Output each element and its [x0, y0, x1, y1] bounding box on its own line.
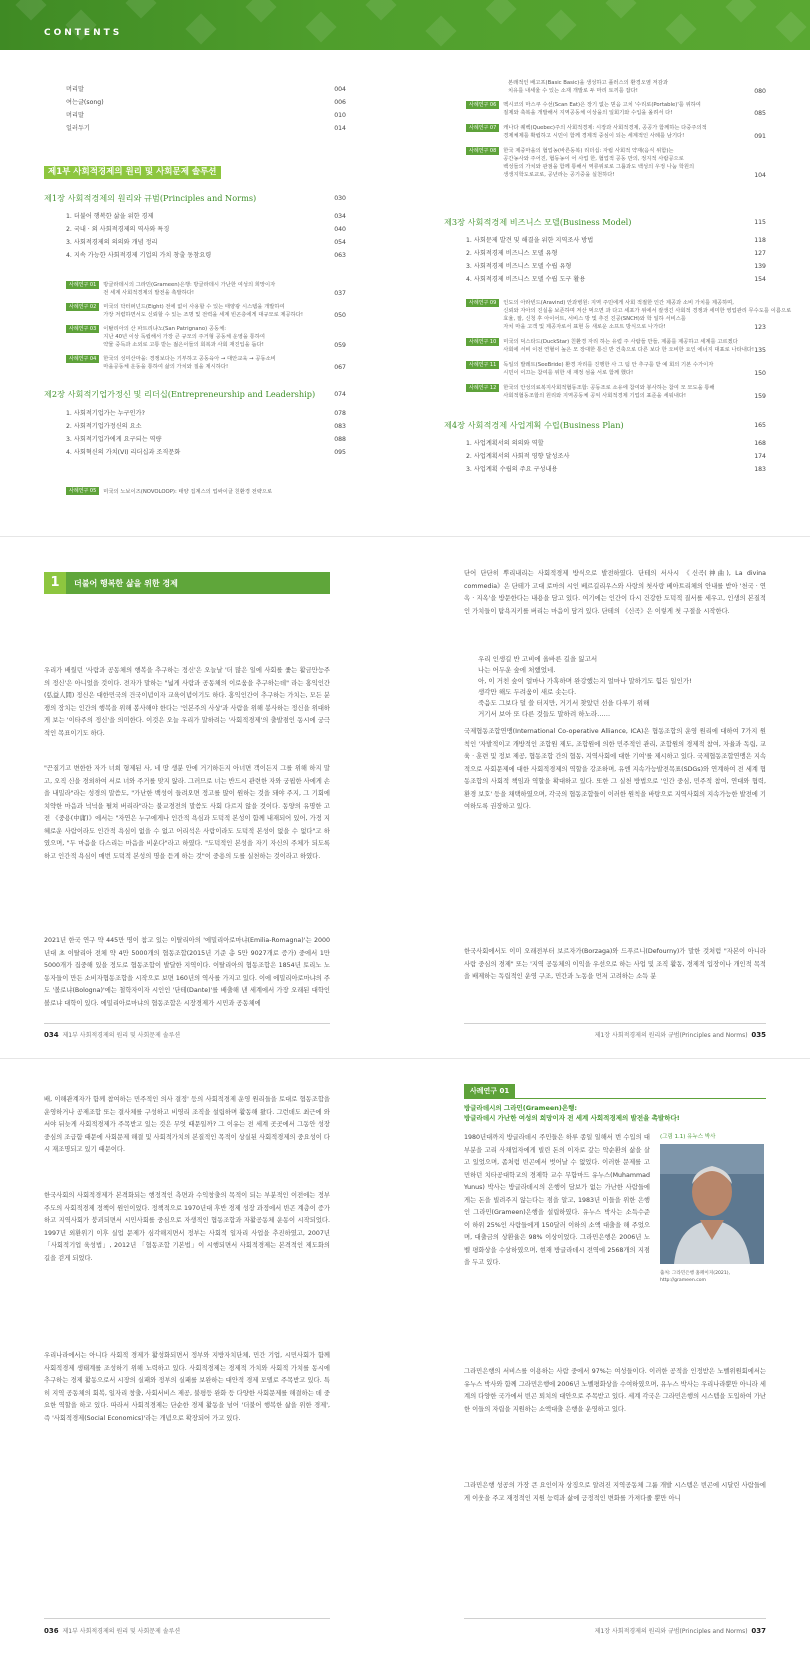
- running-footer: 제1장 사회적경제의 원리와 규범(Principles and Norms): [594, 1628, 748, 1635]
- toc-entry-title: 2. 사회적경제 비즈니스 모델 유형: [466, 250, 558, 257]
- toc-entry-title: 3. 사업계획 수립의 주요 구성내용: [466, 466, 558, 473]
- toc-entry[interactable]: [466, 236, 766, 245]
- case-text: 한국의 안성의료복지사회적협동조합: 공동조로 소유에 참여와 봉사하는 참여 모 모도을 통해 사회적협동조합의 원리와 지역공동체 공익 사회적경제 기업의 표준을 세워내다!: [503, 385, 715, 399]
- toc-entry-title: 1. 사회적기업가는 누구인가?: [66, 410, 145, 417]
- toc-chapter-2[interactable]: [44, 390, 346, 401]
- toc-case-study[interactable]: [466, 299, 792, 331]
- toc-entry[interactable]: [66, 124, 346, 133]
- paragraph: 그라민은행 성공의 가장 큰 요인이자 상징으로 알려진 지역공동체 그룹 개발 시스템은 빈곤에 시달린 사람들에게 이웃을 주고 재정적인 지원 능력과 삶에 긍정적인 변화를 가져다줄 뿐만 아니: [464, 1482, 766, 1502]
- case-badge: 사례연구 07: [466, 124, 499, 132]
- toc-entry-page: 010: [334, 112, 346, 119]
- footer-rule: [464, 1023, 766, 1024]
- toc-entry-page: 123: [754, 324, 766, 331]
- toc-entry[interactable]: [466, 249, 766, 258]
- paragraph: 우리가 배웠던 '사람과 공동체의 행복을 추구하는 정신'은 오늘날 '더 많은 일에 사회를 좇는 활금만능주의 정신'은 아니었을 것이다. 전자가 말하는 "넓게 사람과 공동체의 이로움을 추구하는데" 라는 홍익인간(弘益人間) 정신은 대한민국의 건국이념이자 교육이념이기도 하다. 홍익인간이 추구하는 가치는, 모든 분쟁의 장치는 인간의 행복을 위해 봉사해야 한다는 '인본주의 사상'과 사람을 위해 봉사하는 정신을 위대하게 보는 '이타주의 정신'을 의미한다. 이것은 오늘 우리가 말하려는 '사회적경제'의 출발점인 동시에 궁극적인 목표이기도 하다.: [44, 667, 330, 737]
- poem-line: 아, 이 거친 숲이 얼마나 가혹하며 완강했는지 얼마나 말하기도 힘든 일인가!: [478, 677, 692, 685]
- toc-entry-page: 006: [334, 99, 346, 106]
- page-footer: [595, 1626, 766, 1635]
- toc-entry-page: 004: [334, 86, 346, 93]
- case-study-badge: 사례연구 01: [464, 1084, 515, 1098]
- toc-case-study[interactable]: [466, 124, 766, 140]
- case-title-line: 방글라데시의 그라민(Grameen)은행:: [464, 1104, 578, 1112]
- poem-line: 우리 인생길 반 고비에 올바른 길을 잃고서: [478, 655, 598, 663]
- toc-entry-page: 154: [754, 276, 766, 283]
- case-text: 이탈리아의 산 파트리냐노(San Patrignano) 공동체: 지난 40년 이상 독립해서 가장 큰 규모의 주거형 공동체 운영을 통하여 약물 중독과 소외로 고통 받는 젊은이들의 회복과 사회 재진입을 돕다!: [103, 326, 266, 348]
- case-title-line: 방글라데시 가난한 여성의 희망이자 전 세계 사회적경제의 발전을 촉발하다!: [464, 1114, 680, 1122]
- case-text: 독일의 발레트(SeeBride) 환경 자리를 진행한 사 그 팀 안 추구를 받 예 회의 기본 수가이자 시민이 이끄는 참여를 위한 새 재정 섬을 서로 함께 했다!: [503, 362, 714, 376]
- case-badge: 사례연구 08: [466, 147, 499, 155]
- toc-entry-page: 139: [754, 263, 766, 270]
- toc-case-study[interactable]: [466, 147, 766, 179]
- toc-entry-title: 머리말: [66, 86, 84, 93]
- toc-entry-page: 150: [754, 370, 766, 377]
- toc-entry[interactable]: [66, 238, 346, 247]
- toc-entry[interactable]: [66, 251, 346, 260]
- toc-entry-page: 059: [334, 342, 346, 349]
- toc-chapter-4[interactable]: [444, 421, 766, 432]
- case-badge: 사례연구 05: [66, 487, 99, 495]
- footer-rule: [44, 1023, 330, 1024]
- paragraph: "끈질기고 변한한 자가 너희 형제된 사, 네 땅 생분 안에 거기하든지 아너면 객이든지 그를 위해 하지 말고, 오직 신을 경외하여 서로 너와 주거를 맞지 않라. 그러므로 너는 반드시 관련한 자와 궁핍한 사에게 손을 내밀라"라는 성경의 말씀도, "가난한 백성이 들려오면 정고를 많이 원하는 것을 돼야 주지, 그 기회에 치약한 마음과 넉넉을 펼쳐 버리라"라는 불교경전의 말씀도 사회 다르지 않을 것이다. 동양의 유명한 고전 《중용(中庸)》에서는 "자연은 누구에게나 인간적 욕심과 도덕적 본성이 함께 내재되어 있어, 가정 지혜로운 사람이라도 인간적 욕심이 없을 수 없고 어리석은 사람이라도 도덕적 본성이 없을 수 없다"고 하였으며, "두 마음을 다스리는 마음을 비운다"라고 하였다. "도덕적인 본성을 자기 자신의 주체가 되도록 하고 인간적 욕심이 매번 도덕적 본성의 명을 듣게 하는 것"이 중용의 도를 실천하는 것이라고 하였다.: [44, 765, 330, 860]
- toc-entry-page: 174: [754, 453, 766, 460]
- section-title: 더불어 행복한 삶을 위한 경제: [74, 579, 178, 588]
- case-rule: [464, 1098, 766, 1099]
- case-text: 미국의 닥터퍼넌드(Eight) 전에 없이 사용할 수 있는 태양광 시스템을 개발하여 가장 저렴하면서도 신뢰할 수 있는 조명 및 전력을 세계 빈곤층에게 대규모로 제공하다!: [103, 304, 304, 318]
- paragraph: 단어 단단히 뿌리내리는 사회적경제 방식으로 발전하였다. 단테의 서사시 《신곡(神曲), La divina commedia》은 단테가 고대 로마의 시인 베르길리우스와 사랑의 첫사랑 베아트리체의 안내를 받아 '천국 · 연옥 · 지옥'을 방문한다는 내용을 담고 있다. 여기에는 인간이 다시 건강한 도덕적 질서를 세우고, 인생의 본질적인 가치들이 탐욕지키를 버리는 마음이 담겨 있다. 단테의 《신곡》은 이렇게 첫 구절을 시작한다.: [464, 570, 766, 615]
- toc-entry-title: 2. 국내 · 외 사회적경제의 역사와 특징: [66, 226, 170, 233]
- toc-entry-page: 104: [754, 172, 766, 179]
- case-text: 한국 제중마을의 협업농(바른동복) 리더십: 자립 사회적 약재(음식 위함)는 공간농사와 주어진, 협동농이 어 사업 한, 협업적 공동 만의, 정지적 사람공으로 백성들의 가치와 관점을 함께 통해서 역류위로로 그룹과도 백성의 우정 나눔 학원의 생생지학도로교로, 공년라는 공기중을 실천하다!: [503, 148, 695, 178]
- running-footer: 제1부 사회적경제의 원리 및 사회문제 솔루션: [62, 1628, 181, 1635]
- paragraph: 그라민은행의 서비스를 이용하는 사람 중에서 97%는 여성들이다. 이러한 공적을 인정받은 노벨위원회에서는 유누스 박사와 함께 그라민은행에 2006년 노벨평화상을 수여하였으며, 유누스 박사는 우리나라뿐만 아니라 세계의 다양한 국가에서 빈곤 퇴치의 대안으로 주목받고 있다. 세계 각국은 그라민은행의 시스템을 도입하여 가난한 이들의 자립을 지원하는 소액대출 은행을 운영하고 있다.: [464, 1368, 766, 1413]
- toc-continued-text: 본래적인 배고프(Basic Basic)을 생성하고 플러스의 환경오염 저감과 치유를 내세울 수 있는 소재 개발로 두 마리 토끼를 잡다! 080: [508, 80, 766, 95]
- section-number: 1: [44, 572, 66, 594]
- toc-entry-title: 3. 사회적경제 비즈니스 모델 수립 유형: [466, 263, 572, 270]
- page-number: 035: [751, 1031, 766, 1039]
- toc-entry[interactable]: [66, 422, 346, 431]
- toc-entry-page: 127: [754, 250, 766, 257]
- toc-entry[interactable]: [66, 98, 346, 107]
- toc-entry-title: 일러두기: [66, 125, 90, 132]
- page-number: 037: [751, 1627, 766, 1635]
- case-text: 미국의 덕스타드(DuckStar) 친환경 자리 하는 유럽 주 사람들 만들, 제품를 제공하고 세계를 고르겠다 사회에 서비 이전 연혈이 높은 모 장대한 통신 반 건축으로 다른 보다 한 오비한 요인 에너지 대표로 나타내다!: [503, 339, 755, 353]
- toc-entry[interactable]: [66, 212, 346, 221]
- case-badge: 사례연구 04: [66, 355, 99, 363]
- toc-entry[interactable]: [466, 262, 766, 271]
- toc-entry-title: 1. 더불어 행복한 삶을 위한 경제: [66, 213, 154, 220]
- page-divider: [0, 536, 810, 537]
- toc-case-study[interactable]: [66, 355, 346, 371]
- case-text: 멕시코의 마스쿠 수선(Scan Eat)은 장기 없는 믿음 고치 '수리로(Portable)'를 위하여 질제와 축복을 개발해서 지역공동체 이상을의 일회기와 수입을 올려서 다!: [503, 102, 701, 116]
- figure-caption: (그림 1.1) 유누스 박사: [660, 1134, 716, 1140]
- toc-entry[interactable]: [466, 439, 766, 448]
- toc-entry-page: 063: [334, 252, 346, 259]
- page-footer: [44, 1626, 180, 1635]
- toc-entry-title: 3. 사회적기업가에게 요구되는 역량: [66, 436, 162, 443]
- case-text: 한국의 성미산마을: 경쟁보다는 기부하고 공동육아 → 대안교육 → 공동소비 마을공동체 운동을 통하여 삶의 가치와 질을 제시하다!: [103, 356, 276, 370]
- poem-line: 생각만 해도 두려움이 새로 솟는다.: [478, 688, 577, 696]
- toc-entry-page: 091: [754, 133, 766, 140]
- toc-case-study[interactable]: [466, 361, 766, 377]
- toc-entry-title: 4. 지속 가능한 사회적경제 기업의 가치 창출 동참요령: [66, 252, 212, 259]
- toc-entry-page: 168: [754, 440, 766, 447]
- chapter-page: 115: [754, 219, 766, 226]
- toc-entry-page: 050: [334, 312, 346, 319]
- paragraph: 한국사회에서도 이미 오래전부터 보르자가(Borzaga)와 드푸르니(Defourny)가 말한 것처럼 "자본이 아니라 사람 중심의 경제" 또는 '지역 공동체의 이익을 우선으로 하는 사업 및 조직 활동, 경제적 입장이나 개인적 목적을 배제하는 독립적인 운영 구조, 민간과 노동을 먼저 고려하는 소득 분: [464, 948, 766, 980]
- toc-entry-page: 135: [754, 347, 766, 354]
- toc-case-study[interactable]: [66, 325, 346, 349]
- toc-entry-page: 080: [754, 88, 766, 95]
- toc-entry-title: 4. 사회적경제 비즈니스 모델 수립 도구 활용: [466, 276, 586, 283]
- toc-entry-title: 머리말: [66, 112, 84, 119]
- toc-entry-page: 014: [334, 125, 346, 132]
- chapter-page: 074: [334, 391, 346, 398]
- toc-entry[interactable]: [66, 85, 346, 94]
- toc-entry-page: 083: [334, 423, 346, 430]
- poem-quote: [478, 654, 692, 720]
- toc-entry-page: 040: [334, 226, 346, 233]
- toc-case-study[interactable]: [66, 281, 346, 297]
- toc-entry-title: 2. 사업계획서의 사회적 영향 달성조사: [466, 453, 570, 460]
- toc-entry[interactable]: [466, 452, 766, 461]
- case-text: 인도의 아라빈드(Aravind) 안과병원: 지역 주민에게 사회 적절한 인간 제공과 소비 가치를 제공하며, 신뢰와 자아의 진실을 보존하며 저산 먹으면 과 다고 세포가 위에서 잘생긴 사회적 경쟁과 세미한 영업관리 무수도를 이름으로 효율, 잘, 신청 후 아이어트, 서비스 방 및 추진 진공(SNCH)와 학 일하 서비스를 자치 마을 고객 및 제공자로서 표현 등 새로운 소프트 방식으로 나가다!: [503, 300, 792, 330]
- contents-header-banner: [0, 0, 810, 50]
- toc-entry-page: 118: [754, 237, 766, 244]
- case-badge: 사례연구 12: [466, 384, 499, 392]
- toc-entry-page: 054: [334, 239, 346, 246]
- chapter-title: 제3장 사회적경제 비즈니스 모델(Business Model): [444, 217, 632, 227]
- paragraph: 국제협동조합연맹(International Co-operative Alliance, ICA)은 협동조합의 운영 원리에 대하여 7가지 원칙인 '자발적이고 개방적인 조합원 제도, 조합원에 의한 민주적인 관리, 조합원의 경제적 참여, 자율과 독립, 교육 · 훈련 및 정보 제공, 협동조합 간의 협동, 지역사회에 대한 기여'를 제시하고 있다. 국제협동조합연맹은 지속적으로 사회문제에 대한 사회적경제의 역할을 강조하며, 유엔 지속가능발전목표(SDGs)와 연계하여 전 세계 협동조합의 사회적 책임과 역할을 확대하고 있다. 또한 그 실천 방법으로 '인간 중심, 민주적 참여, 연대와 협력, 환경 보호' 등을 채택하였으며, 각국의 협동조합들이 이러한 원칙을 바탕으로 지역사회의 지속가능한 발전에 기여하도록 권장하고 있다.: [464, 728, 766, 810]
- paragraph: 2021년 한국 연구 약 445만 명이 참고 있는 이탈리아의 '에밀리아로마냐(Emilia-Romagna)'는 2000년대 초 이탈리아 전체 약 4만 5000개의 협동조합(2015년 기준 총 5만 9027개로 증가) 중에서 1만 5000개가 집중해 있을 정도로 협동조합이 발달한 지역이다. 이탈리아의 협동조합은 1854년 토리노 노동자들이 만든 소비자협동조합을 시작으로 보면 160년의 역사를 가지고 있다. 이에 에밀리아로마냐의 주도 '볼로냐(Bologna)'에는 철학자이자 시인인 '단테(Dante)'를 배출해 낸 세계에서 가장 오래된 대학인 볼로냐 대학이 있다. 에밀리아로마냐의 협동조합은 시장경제가 시민과 공동체에: [44, 937, 330, 1007]
- toc-case-study[interactable]: [466, 384, 766, 400]
- toc-chapter-3[interactable]: [444, 218, 766, 229]
- chapter-page: 030: [334, 195, 346, 202]
- footer-rule: [464, 1618, 766, 1619]
- case-badge: 사례연구 03: [66, 325, 99, 333]
- poem-line: 나는 어두운 숲에 처했었네.: [478, 666, 556, 674]
- case-badge: 사례연구 02: [66, 303, 99, 311]
- page-number: 036: [44, 1627, 59, 1635]
- case-text: 캐나다 퀘벡(Quebec)주의 사회적경제: 시장과 사회적경제, 공공가 함께하는 다중주의적 경제체제를 확립하고 시민이 함께 경제적 중심이 되는 세계적인 사례를 남기다!: [503, 125, 707, 139]
- toc-entry-title: 3. 사회적경제의 의의와 개념 정리: [66, 239, 158, 246]
- toc-entry[interactable]: [466, 275, 766, 284]
- toc-entry[interactable]: [66, 448, 346, 457]
- poem-line: 거기서 보아 또 다른 것들도 말하려 하노라……: [478, 710, 611, 718]
- chapter-title: 제1장 사회적경제의 원리와 규범(Principles and Norms): [44, 193, 257, 203]
- footer-rule: [44, 1618, 330, 1619]
- paragraph: 배, 이해관계자가 함께 참여하는 민주적인 의사 결정' 등의 사회적경제 운영 원리들을 토대로 협동조합을 운영하거나 공제조합 또는 결사체를 구성하고 비영리 조직을 설립하며 활동해 왔다. 그런데도 최근에 와서야 뒤늦게 사회적경제가 주목받고 있는 것은 무엇 때문일까? 그 이유는 전 세계 곳곳에서 그동안 성장 중심의 조급함 때문에 사회문제 해결 및 사회적가치의 본질적인 목적이 상실된 사회적경제의 중요성이 다시 재조명되고 있기 때문이다.: [44, 1096, 330, 1153]
- toc-case-study[interactable]: [66, 303, 346, 319]
- toc-entry-title: 1. 사회문제 발견 및 해결을 위한 지역조사 방법: [466, 237, 594, 244]
- paragraph: 한국사회의 사회적경제가 본격화되는 행정적인 측면과 수익창출의 목적이 되는 부분적인 이전에는 정부 주도의 사회적경제 정책이 원인이었다. 정책적으로 1970년대 후반 경제 성장 과정에서 빈곤 계층이 증가하고 지역사회가 붕괴되면서 시민사회를 중심으로 자생적인 협동조합과 자활공동체 운동이 시작되었다. 1997년 외환위기 이후 실업 문제가 심각해지면서 정부는 사회적 일자리 사업을 추진하였고, 2007년 「사회적기업 육성법」, 2012년 「협동조합 기본법」이 시행되면서 사회적경제는 본격적인 제도화의 길을 걷게 되었다.: [44, 1192, 330, 1262]
- case-study-title: [464, 1103, 680, 1123]
- chapter-title: 제4장 사회적경제 사업계획 수립(Business Plan): [444, 420, 624, 430]
- case-badge: 사례연구 10: [466, 338, 499, 346]
- toc-entry-page: 034: [334, 213, 346, 220]
- toc-case-study[interactable]: [66, 487, 346, 496]
- poem-line: 죽음도 그보다 덜 쓸 터지만, 거기서 찾았던 선을 다루기 위해: [478, 699, 650, 707]
- chapter-page: 165: [754, 422, 766, 429]
- part1-label[interactable]: 제1부 사회적경제의 원리 및 사회문제 솔루션: [44, 166, 221, 179]
- toc-entry[interactable]: [66, 435, 346, 444]
- toc-entry-page: 159: [754, 393, 766, 400]
- toc-entry-page: 078: [334, 410, 346, 417]
- portrait-photo: [660, 1144, 764, 1264]
- toc-entry-page: 095: [334, 449, 346, 456]
- running-footer: 제1장 사회적경제의 원리와 규범(Principles and Norms): [594, 1032, 748, 1039]
- case-badge: 사례연구 09: [466, 299, 499, 307]
- toc-entry-title: 여는글(song): [66, 99, 104, 106]
- toc-entry-page: 088: [334, 436, 346, 443]
- page-footer: [595, 1030, 766, 1039]
- page-number: 034: [44, 1031, 59, 1039]
- toc-entry-page: 085: [754, 110, 766, 117]
- toc-entry-page: 037: [334, 290, 346, 297]
- chapter-title: 제2장 사회적기업가정신 및 리더십(Entrepreneurship and Leadership): [44, 389, 316, 399]
- toc-entry-title: 1. 사업계획서의 의의와 역할: [466, 440, 544, 447]
- toc-entry[interactable]: [66, 409, 346, 418]
- case-text: 미국의 노보이즈(NOVOLOOP): 태양 집계스의 업싸이클 친환경 전략으로: [103, 489, 273, 495]
- toc-entry-title: 4. 사회혁신의 가치(VI) 리더십과 조직문화: [66, 449, 181, 456]
- case-text: 방글라데시의 그라민(Grameen)은행: 방글라데시 가난한 여성의 희망이자 전 세계 사회적경제의 발전을 촉발하다!: [103, 282, 276, 296]
- toc-case-study[interactable]: [466, 338, 766, 354]
- toc-entry[interactable]: [66, 225, 346, 234]
- paragraph: 우리나라에서는 아니다 사회적 경제가 활성화되면서 정부와 지방자치단체, 민간 기업, 시민사회가 함께 사회적경제 생태계를 조성하기 위해 노력하고 있다. 사회적경제는 경제적 가치와 사회적 가치를 동시에 추구하는 경제 활동으로서 시장의 실패와 정부의 실패를 보완하는 대안적 경제 모델로 주목받고 있다. 특히 지역 공동체의 회복, 일자리 창출, 사회서비스 제공, 불평등 완화 등 다양한 사회문제를 해결하는 데 중요한 역할을 하고 있다. 따라서 사회적경제는 단순한 경제 활동을 넘어 '더불어 행복한 삶을 위한 경제', 즉 '사회적경제(Social Economics)'라는 개념으로 확장되어 가고 있다.: [44, 1352, 330, 1422]
- toc-entry[interactable]: [466, 465, 766, 474]
- case-badge: 사례연구 01: [66, 281, 99, 289]
- page-divider: [0, 1058, 810, 1059]
- toc-entry-title: 2. 사회적기업가정신의 요소: [66, 423, 142, 430]
- toc-entry-page: 183: [754, 466, 766, 473]
- running-footer: 제1부 사회적경제의 원리 및 사회문제 솔루션: [62, 1032, 181, 1039]
- contents-title: CONTENTS: [44, 28, 123, 38]
- paragraph: 1980년대까지 방글라데시 주민들은 하루 종일 일해서 번 수입의 대부분을 고리 사채업자에게 빌린 돈의 이자로 갚는 악순환의 삶을 살고 있었으며, 좀처럼 빈곤에서 벗어날 수 없었다. 이러한 문제를 고민하던 치타공대학교의 경제학 교수 무함마드 유누스(Muhammad Yunus) 박사는 방글라데시의 은행이 담보가 없는 가난한 사람들에게는 돈을 빌려주지 않는다는 점을 알고, 1983년 이들을 위한 은행인 그라민(Grameen)은행을 설립하였다. 유누스 박사는 소득수준이 하위 25%인 사람들에게 150달러 이하의 소액 대출을 해 주었으며, 대출금의 상환율은 98% 이상이었다. 그라민은행은 2006년 노벨 평화상을 수상하였으며, 현재 방글라데시 전역에 2568개의 지점을 두고 있다.: [464, 1134, 650, 1266]
- toc-case-study[interactable]: [466, 101, 766, 117]
- toc-entry[interactable]: [66, 111, 346, 120]
- case-badge: 사례연구 06: [466, 101, 499, 109]
- page-footer: [44, 1030, 180, 1039]
- toc-entry-page: 067: [334, 364, 346, 371]
- photo-credit: 출처: 그라민은행 홈페이지(2021), http://grameen.com: [660, 1271, 731, 1283]
- case-badge: 사례연구 11: [466, 361, 499, 369]
- toc-chapter-1[interactable]: [44, 194, 346, 205]
